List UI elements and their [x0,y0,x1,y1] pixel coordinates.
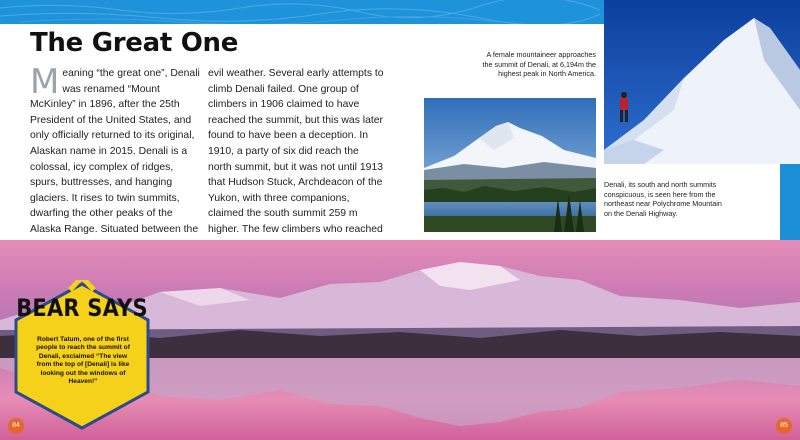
bear-says-badge [12,280,152,432]
bear-says-quote: Robert Tatum, one of the first people to reach the summit of Denali, exclaimed “The view from the top of [Denali] is like looking out the windows of Heaven!” [36,336,130,386]
climber-caption: A female mountaineer approaches the summit of Denali, at 6,194m the highest peak in North America. [482,50,596,79]
page-number-right: 85 [776,418,792,434]
page-title: The Great One [30,28,239,58]
body-text-2: evil weather. Several early attempts to climb Denali failed. One group of climbers in 1906 claimed to have reached the summit, but this was later found to have been a deception. In 1910, a party of six did reach the north summit, but it was not until 1913 that Hudson Stuck, Archdeacon of the Yukon, with three companions, claimed the south summit 259 m higher. The few climbers who reached [208,68,384,235]
denali-photo [424,98,596,232]
bear-says-title: BEAR SAYS [16,294,148,322]
body-text-1: eaning “the great one”, Denali was renamed “Mount McKinley” in 1896, after the 25th President of the United States, and only officially returned to its original, Alaskan name in 2015. Denali is a colossal, icy complex of ridges, spurs, buttresses, and hanging glaciers. It rises to twin summits, dwarfing the other peaks of the Alaska Range. Situated between the [30,68,200,235]
denali-caption: Denali, its south and north summits conspicuous, is seen here from the northeast near Polychrome Mountain on the Denali Highway. [604,180,722,218]
drop-cap: M [30,62,60,102]
climber-photo [604,0,800,164]
page-number-left: 84 [8,418,24,434]
